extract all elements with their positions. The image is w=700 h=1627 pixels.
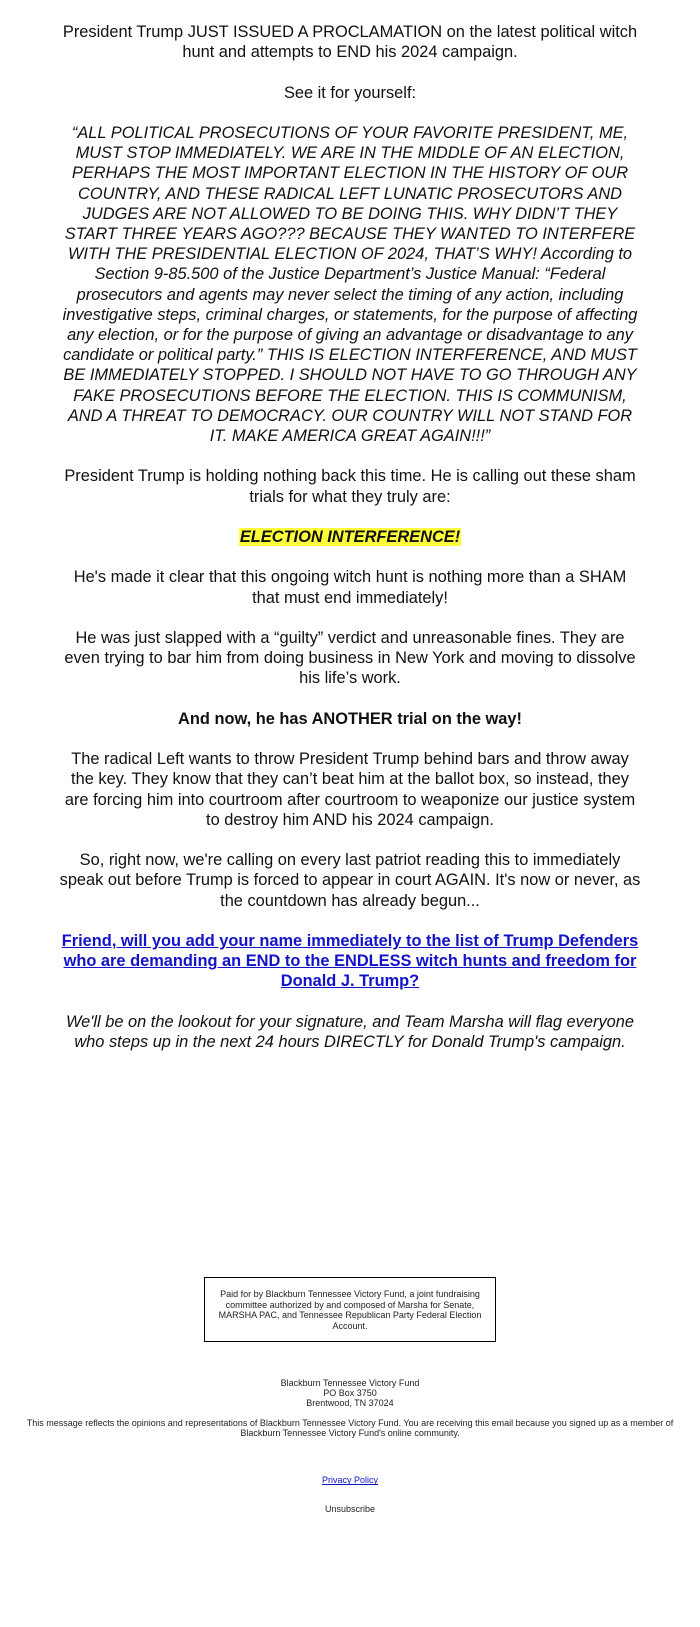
verdict-paragraph: He was just slapped with a “guilty” verdict and unreasonable fines. They are even trying to bar him from doing business in New York and moving to dissolve his life’s work. <box>64 629 636 688</box>
city-state-zip: Brentwood, TN 37024 <box>306 1398 394 1409</box>
paid-for-disclaimer: Paid for by Blackburn Tennessee Victory Fund, a joint fundraising committee authorized by and composed of Marsha for Senate, MARSHA PAC, and Tennessee Republican Party Federal Election Account. <box>204 1277 496 1342</box>
privacy-policy-link[interactable]: Privacy Policy <box>321 1475 378 1486</box>
highlight-paragraph <box>58 527 642 547</box>
intro-paragraph: President Trump JUST ISSUED A PROCLAMATION on the latest political witch hunt and attempts to END his 2024 campaign. <box>62 23 638 62</box>
closing-paragraph: We'll be on the lookout for your signature, and Team Marsha will flag everyone who steps up in the next 24 hours DIRECTLY for Donald Trump's campaign. <box>65 1012 634 1051</box>
org-name: Blackburn Tennessee Victory Fund <box>280 1378 420 1389</box>
proclamation-quote: “ALL POLITICAL PROSECUTIONS OF YOUR FAVORITE PRESIDENT, ME, MUST STOP IMMEDIATELY. WE ARE IN THE MIDDLE OF AN ELECTION, PERHAPS THE MOST IMPORTANT ELECTION IN THE HISTORY OF OUR COUNTRY, AND THESE RADICAL LEFT LUNATIC PROSECUTORS AND JUDGES ARE NOT ALLOWED TO BE DOING THIS. WHY DIDN’T THEY START THREE YEARS AGO??? BECAUSE THEY WANTED TO INTERFERE WITH THE PRESIDENTIAL ELECTION OF 2024, THAT’S WHY! According to Section 9-85.500 of the Justice Department’s Justice Manual: “Federal prosecutors and agents may never select the timing of any action, including investigative steps, criminal charges, or statements, for the purpose of affecting any election, or for the purpose of giving an advantage or disadvantage to any candidate or political party.” THIS IS ELECTION INTERFERENCE, AND MUST BE IMMEDIATELY STOPPED. I SHOULD NOT HAVE TO GO THROUGH ANY FAKE PROSECUTIONS BEFORE THE ELECTION. THIS IS COMMUNISM, AND A THREAT TO DEMOCRACY. OUR COUNTRY WILL NOT STAND FOR IT. MAKE AMERICA GREAT AGAIN!!!” <box>62 123 638 446</box>
message-content <box>58 22 642 1052</box>
election-interference-highlight: ELECTION INTERFERENCE! <box>239 528 461 547</box>
radical-left-paragraph: The radical Left wants to throw President Trump behind bars and throw away the key. They know that they can’t beat him at the ballot box, so instead, they are forcing him into courtroom after courtroom to weaponize our justice system to destroy him AND his 2024 campaign. <box>64 750 636 829</box>
another-trial-emphasis: ANOTHER <box>311 709 393 728</box>
holding-nothing-paragraph: President Trump is holding nothing back this time. He is calling out these sham trials for what they truly are: <box>64 467 636 506</box>
cta-paragraph <box>58 931 642 992</box>
add-name-link[interactable]: Friend, will you add your name immediately to the list of Trump Defenders who are demanding an END to the ENDLESS witch hunts and freedom for Donald J. Trump? <box>61 931 639 991</box>
subscription-notice: This message reflects the opinions and representations of Blackburn Tennessee Victory Fund. You are receiving this email because you signed up as a member of Blackburn Tennessee Victory Fund's online community. <box>26 1418 674 1439</box>
unsubscribe-link[interactable]: Unsubscribe <box>324 1504 376 1515</box>
spacer <box>0 1072 700 1277</box>
another-trial-pre: And now, he has <box>178 709 312 728</box>
po-box: PO Box 3750 <box>323 1388 377 1399</box>
another-trial-post: trial on the way! <box>392 709 522 728</box>
see-it-paragraph: See it for yourself: <box>283 83 417 102</box>
sham-paragraph: He's made it clear that this ongoing witch hunt is nothing more than a SHAM that must end immediately! <box>73 568 627 607</box>
mailing-address <box>0 1378 700 1408</box>
footer <box>0 1378 700 1514</box>
call-to-patriots-paragraph: So, right now, we're calling on every last patriot reading this to immediately speak out before Trump is forced to appear in court AGAIN. It's now or never, as the countdown has already begun... <box>59 851 641 910</box>
another-trial-paragraph <box>58 709 642 729</box>
